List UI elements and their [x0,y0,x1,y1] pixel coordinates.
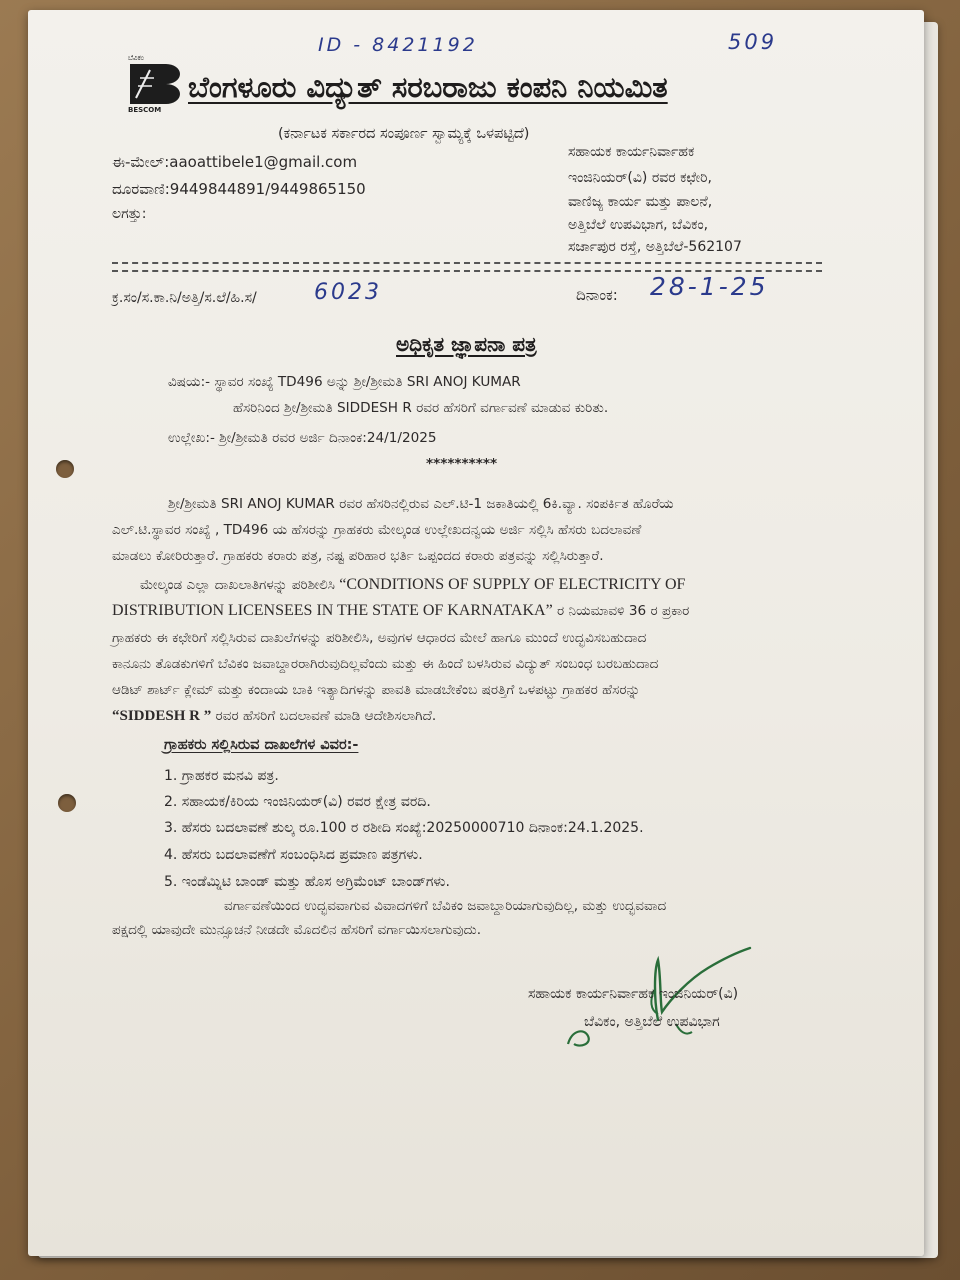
signatory-designation: ಸಹಾಯಕ ಕಾರ್ಯನಿರ್ವಾಹಕ ಇಂಜಿನಿಯರ್(ವಿ) [528,986,739,1002]
body-line [112,602,689,620]
body-line: ಆಡಿಟ್ ಶಾರ್ಟ್ ಕ್ಲೇಮ್ ಮತ್ತು ಕಂದಾಯ ಬಾಕಿ ಇತ್ಯಾದಿಗಳನ್ನು ಪಾವತಿ ಮಾಡಬೇಕೆಂಬ ಷರತ್ತಿಗೆ ಒಳಪಟ್ಟು ಗ್ರಾಹಕರ ಹೆಸರನ್ನು [112,682,641,698]
body-line: ಗ್ರಾಹಕರು ಈ ಕಛೇರಿಗೆ ಸಲ್ಲಿಸಿರುವ ದಾಖಲೆಗಳನ್ನು ಪರಿಶೀಲಿಸಿ, ಅವುಗಳ ಆಧಾರದ ಮೇಲೆ ಹಾಗೂ ಮುಂದೆ ಉದ್ಭವಿಸಬಹುದಾದ [112,630,647,646]
subject-line-2: ಹೆಸರಿನಿಂದ ಶ್ರೀ/ಶ್ರೀಮತಿ SIDDESH R ರವರ ಹೆಸರಿಗೆ ವರ್ಗಾವಣೆ ಮಾಡುವ ಕುರಿತು. [233,400,609,416]
document-item: 3. ಹೆಸರು ಬದಲಾವಣೆ ಶುಲ್ಕ ರೂ.100 ರ ರಶೀದಿ ಸಂಖ್ಯೆ:20250000710 ದಿನಾಂಕ:24.1.2025. [164,820,644,836]
handwritten-id-note: ID - 8421192 [318,34,478,56]
address-line: ಅತ್ತಿಬೆಲೆ ಉಪವಿಭಾಗ, ಬೆವಿಕಂ, [568,217,709,233]
svg-text:BESCOM: BESCOM [128,106,162,114]
body-text: ಮೇಲ್ಕಂಡ ಎಲ್ಲಾ ದಾಖಲಾತಿಗಳನ್ನು ಪರಿಶೀಲಿಸಿ [140,577,340,593]
handwritten-ref-number: 6023 [314,280,382,305]
document-item: 1. ಗ್ರಾಹಕರ ಮನವಿ ಪತ್ರ. [164,768,279,784]
reference-line: ಉಲ್ಲೇಖ:- ಶ್ರೀ/ಶ್ರೀಮತಿ ರವರ ಅರ್ಜಿ ದಿನಾಂಕ:24/1/2025 [168,430,437,446]
address-line: ಇಂಜಿನಿಯರ್(ವಿ) ರವರ ಕಛೇರಿ, [568,170,712,186]
contact-email: ಈ-ಮೇಲ್:aaoattibele1@gmail.com [112,153,358,171]
regulation-title-part-1: “CONDITIONS OF SUPPLY OF ELECTRICITY OF [339,576,686,593]
regulation-title-part-2: DISTRIBUTION LICENSEES IN THE STATE OF KARNATAKA” [112,602,553,619]
letter-page [28,10,924,1256]
company-subtitle: (ಕರ್ನಾಟಕ ಸರ್ಕಾರದ ಸಂಪೂರ್ಣ ಸ್ವಾಮ್ಯಕ್ಕೆ ಒಳಪಟ್ಟಿದೆ) [278,126,530,142]
header-divider [112,262,822,272]
handwritten-page-number: 509 [728,30,778,54]
body-line: ಮಾಡಲು ಕೋರಿರುತ್ತಾರೆ. ಗ್ರಾಹಕರು ಕರಾರು ಪತ್ರ, ನಷ್ಟ ಪರಿಹಾರ ಭರ್ತಿ ಒಪ್ಪಂದದ ಕರಾರು ಪತ್ರವನ್ನು ಸಲ್ಲಿಸಿರುತ್ತಾರೆ. [112,548,604,564]
closing-line: ಪಕ್ಷದಲ್ಲಿ ಯಾವುದೇ ಮುನ್ಸೂಚನೆ ನೀಡದೇ ಮೊದಲಿನ ಹೆಸರಿಗೆ ವರ್ಗಾಯಿಸಲಾಗುವುದು. [112,922,482,938]
bescom-logo-icon [126,52,184,114]
separator-stars: ********** [426,456,498,472]
closing-line: ವರ್ಗಾವಣೆಯಿಂದ ಉದ್ಭವವಾಗುವ ವಿವಾದಗಳಿಗೆ ಬೆವಿಕಂ ಜವಾಬ್ದಾರಿಯಾಗುವುದಿಲ್ಲ, ಮತ್ತು ಉದ್ಭವವಾದ [224,898,667,914]
company-title: ಬೆಂಗಳೂರು ವಿದ್ಯುತ್ ಸರಬರಾಜು ಕಂಪನಿ ನಿಯಮಿತ [188,70,668,104]
body-line: ಶ್ರೀ/ಶ್ರೀಮತಿ SRI ANOJ KUMAR ರವರ ಹೆಸರಿನಲ್ಲಿರುವ ಎಲ್.ಟಿ-1 ಜಕಾತಿಯಲ್ಲಿ 6ಕಿ.ವ್ಯಾ. ಸಂಪರ್ಕಿತ ಹೊರೆಯ [168,496,674,512]
contact-attachment: ಲಗತ್ತು: [112,206,147,222]
document-item: 4. ಹೆಸರು ಬದಲಾವಣೆಗೆ ಸಂಬಂಧಿಸಿದ ಪ್ರಮಾಣ ಪತ್ರಗಳು. [164,847,423,863]
document-item: 2. ಸಹಾಯಕ/ಕಿರಿಯ ಇಂಜಿನಿಯರ್(ವಿ) ರವರ ಕ್ಷೇತ್ರ ವರದಿ. [164,794,431,810]
new-consumer-name: “SIDDESH R ” [112,708,212,724]
subject-line-1: ವಿಷಯ:- ಸ್ಥಾವರ ಸಂಖ್ಯೆ TD496 ಅನ್ನು ಶ್ರೀ/ಶ್ರೀಮತಿ SRI ANOJ KUMAR [168,374,521,390]
punch-hole-lower [58,794,76,812]
body-text: ರ ನಿಯಮಾವಳಿ 36 ರ ಪ್ರಕಾರ [552,603,690,619]
signatory-office: ಬೆವಿಕಂ, ಅತ್ತಿಬೆಲೆ ಉಪವಿಭಾಗ [584,1014,720,1030]
documents-heading: ಗ್ರಾಹಕರು ಸಲ್ಲಿಸಿರುವ ದಾಖಲೆಗಳ ವಿವರ:- [164,737,359,753]
address-line: ಸಹಾಯಕ ಕಾರ್ಯನಿರ್ವಾಹಕ [568,144,695,160]
body-line: ಕಾನೂನು ತೊಡಕುಗಳಿಗೆ ಬೆವಿಕಂ ಜವಾಬ್ದಾರರಾಗಿರುವುದಿಲ್ಲವೆಂದು ಮತ್ತು ಈ ಹಿಂದೆ ಬಳಸಿರುವ ವಿದ್ಯುತ್ ಸಂಬಂಧ ಬರಬಹುದಾದ [112,656,659,672]
body-line: ಎಲ್.ಟಿ.ಸ್ಥಾವರ ಸಂಖ್ಯೆ , TD496 ಯ ಹೆಸರನ್ನು ಗ್ರಾಹಕರು ಮೇಲ್ಕಂಡ ಉಲ್ಲೇಖದನ್ವಯ ಅರ್ಜಿ ಸಲ್ಲಿಸಿ ಹೆಸರು ಬದಲಾವಣೆ [112,522,642,538]
body-text: ರವರ ಹೆಸರಿಗೆ ಬದಲಾವಣೆ ಮಾಡಿ ಆದೇಶಿಸಲಾಗಿದೆ. [211,708,437,724]
punch-hole-upper [56,460,74,478]
handwritten-date: 28-1-25 [650,272,769,301]
date-label: ದಿನಾಂಕ: [576,286,618,304]
address-line: ಸರ್ಜಾಪುರ ರಸ್ತೆ, ಅತ್ತಿಬೆಲೆ-562107 [568,239,742,255]
body-line [112,708,436,725]
address-line: ವಾಣಿಜ್ಯ ಕಾರ್ಯ ಮತ್ತು ಪಾಲನೆ, [568,194,713,210]
reference-label: ಕ್ರ.ಸಂ/ಸ.ಕಾ.ನಿ/ಅತ್ತಿ/ಸ.ಲೆ/ಹಿ.ಸ/ [112,290,257,306]
body-line [140,576,685,594]
contact-phone: ದೂರವಾಣಿ:9449844891/9449865150 [112,180,366,198]
svg-text:ಬೆವಿಕಂ: ಬೆವಿಕಂ [128,54,144,62]
document-item: 5. ಇಂಡೆಮ್ನಿಟಿ ಬಾಂಡ್ ಮತ್ತು ಹೊಸ ಅಗ್ರಿಮೆಂಟ್ ಬಾಂಡ್‌ಗಳು. [164,874,450,890]
document-title: ಅಧಿಕೃತ ಜ್ಞಾಪನಾ ಪತ್ರ [396,332,537,356]
